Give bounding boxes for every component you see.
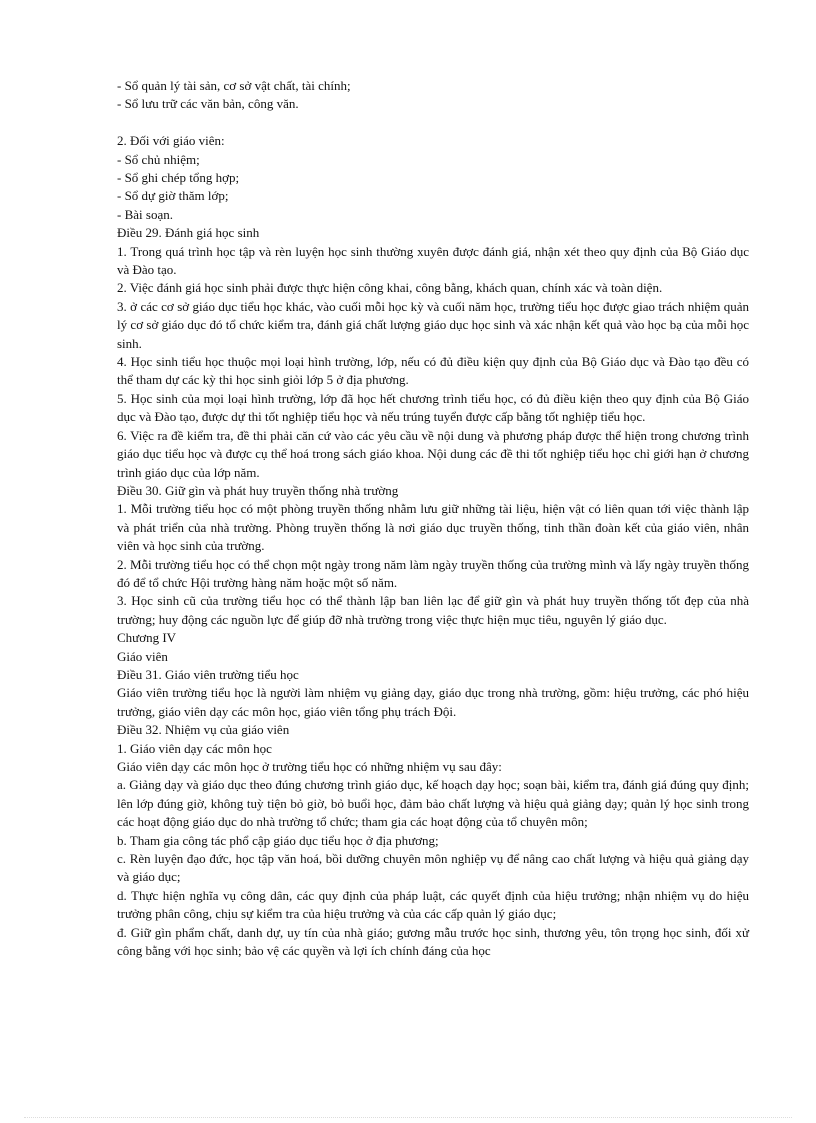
paragraph-29-1: 1. Trong quá trình học tập và rèn luyện học sinh thường xuyên được đánh giá, nhận xét theo quy định của Bộ Giáo dục và Đào tạo. bbox=[117, 243, 749, 278]
paragraph-32-intro: Giáo viên dạy các môn học ở trường tiểu học có những nhiệm vụ sau đây: bbox=[117, 759, 502, 775]
paragraph-notes-book: - Sổ ghi chép tổng hợp; bbox=[117, 170, 240, 186]
heading-article-29: Điều 29. Đánh giá học sinh bbox=[117, 225, 260, 241]
paragraph-lesson-plan: - Bài soạn. bbox=[117, 206, 173, 222]
paragraph-29-3: 3. ở các cơ sở giáo dục tiểu học khác, vào cuối mỗi học kỳ và cuối năm học, trường tiểu học được giao trách nhiệm quản lý cơ sở giáo dục đó tổ chức kiểm tra, đánh giá chất lượng giáo dục học sinh và xác nhận kết quả vào học bạ của mỗi học sinh. bbox=[117, 298, 749, 351]
heading-chapter-4: Chương IV bbox=[117, 630, 177, 646]
heading-article-32: Điều 32. Nhiệm vụ của giáo viên bbox=[117, 722, 290, 738]
paragraph-32-a: a. Giảng dạy và giáo dục theo đúng chương trình giáo dục, kế hoạch dạy học; soạn bài, kiểm tra, đánh giá đúng quy định; lên lớp đúng giờ, không tuỳ tiện bỏ giờ, bỏ buổi học, đảm bảo chất lượng và hiệu quả giảng dạy; quản lý học sinh trong các hoạt động giáo dục do nhà trường tổ chức; tham gia các hoạt động của tổ chuyên môn; bbox=[117, 777, 749, 830]
paragraph-29-2: 2. Việc đánh giá học sinh phải được thực hiện công khai, công bằng, khách quan, chính xác và toàn diện. bbox=[117, 280, 663, 296]
paragraph-homeroom-book: - Sổ chủ nhiệm; bbox=[117, 151, 200, 167]
paragraph-29-5: 5. Học sinh của mọi loại hình trường, lớp đã học hết chương trình tiểu học, có đủ điều kiện theo quy định của Bộ Giáo dục và Đào tạo, được dự thi tốt nghiệp tiểu học và nếu trúng tuyển được cấp bằng tốt nghiệp tiểu học. bbox=[117, 390, 749, 425]
paragraph-32-c: c. Rèn luyện đạo đức, học tập văn hoá, bồi dưỡng chuyên môn nghiệp vụ để nâng cao chất lượng và hiệu quả giảng dạy và giáo dục; bbox=[117, 851, 749, 885]
heading-article-30: Điều 30. Giữ gìn và phát huy truyền thống nhà trường bbox=[117, 482, 399, 498]
heading-chapter-title: Giáo viên bbox=[117, 648, 168, 664]
blank-line bbox=[117, 114, 749, 132]
paragraph-archive-book: - Sổ lưu trữ các văn bản, công văn. bbox=[117, 96, 299, 112]
paragraph-29-6: 6. Việc ra đề kiểm tra, đề thi phải căn cứ vào các yêu cầu về nội dung và phương pháp được thể hiện trong chương trình giáo dục tiểu học và được cụ thể hoá trong sách giáo khoa. Nội dung các đề thi tốt nghiệp tiểu học chỉ giới hạn ở chương trình giáo dục của lớp năm. bbox=[117, 427, 749, 480]
paragraph-observation-book: - Sổ dự giờ thăm lớp; bbox=[117, 188, 229, 204]
paragraph-32-d: d. Thực hiện nghĩa vụ công dân, các quy định của pháp luật, các quyết định của hiệu trưởng; nhận nhiệm vụ do hiệu trưởng phân công, chịu sự kiểm tra của hiệu trưởng và của các cấp quản lý giáo dục; bbox=[117, 887, 749, 922]
paragraph-asset-book: - Sổ quản lý tài sản, cơ sở vật chất, tài chính; bbox=[117, 78, 351, 93]
paragraph-30-3: 3. Học sinh cũ của trường tiểu học có thể thành lập ban liên lạc để giữ gìn và phát huy truyền thống tốt đẹp của nhà trường; huy động các nguồn lực để giúp đỡ nhà trường trong việc thực hiện mục tiêu, nguyên lý giáo dục. bbox=[117, 593, 749, 627]
paragraph-31: Giáo viên trường tiểu học là người làm nhiệm vụ giảng dạy, giáo dục trong nhà trường, gồm: hiệu trưởng, các phó hiệu trưởng, giáo viên dạy các môn học, giáo viên tổng phụ trách Đội. bbox=[117, 685, 749, 719]
paragraph-32-1: 1. Giáo viên dạy các môn học bbox=[117, 740, 272, 756]
document-page bbox=[117, 77, 749, 960]
paragraph-32-dd: đ. Giữ gìn phẩm chất, danh dự, uy tín của nhà giáo; gương mẫu trước học sinh, thương yêu, tôn trọng học sinh, đối xử công bằng với học sinh; bảo vệ các quyền và lợi ích chính đáng của học bbox=[117, 924, 749, 959]
heading-article-31: Điều 31. Giáo viên trường tiểu học bbox=[117, 666, 299, 682]
paragraph-29-4: 4. Học sinh tiểu học thuộc mọi loại hình trường, lớp, nếu có đủ điều kiện quy định của Bộ Giáo dục và Đào tạo đều có thể tham dự các kỳ thi học sinh giỏi lớp 5 ở địa phương. bbox=[117, 354, 749, 388]
paragraph-30-1: 1. Mỗi trường tiểu học có một phòng truyền thống nhằm lưu giữ những tài liệu, hiện vật có liên quan tới việc thành lập và phát triển của nhà trường. Phòng truyền thống là nơi giáo dục truyền thống, tinh thần đoàn kết của giáo viên, nhân viên và học sinh của trường. bbox=[117, 501, 749, 554]
paragraph-32-b: b. Tham gia công tác phổ cập giáo dục tiểu học ở địa phương; bbox=[117, 832, 439, 848]
paragraph-for-teachers: 2. Đối với giáo viên: bbox=[117, 133, 225, 149]
paragraph-30-2: 2. Mỗi trường tiểu học có thể chọn một ngày trong năm làm ngày truyền thống của trường mình và lấy ngày truyền thống đó để tổ chức Hội trường hàng năm hoặc một số năm. bbox=[117, 556, 749, 590]
page-bottom-rule bbox=[24, 1117, 792, 1118]
